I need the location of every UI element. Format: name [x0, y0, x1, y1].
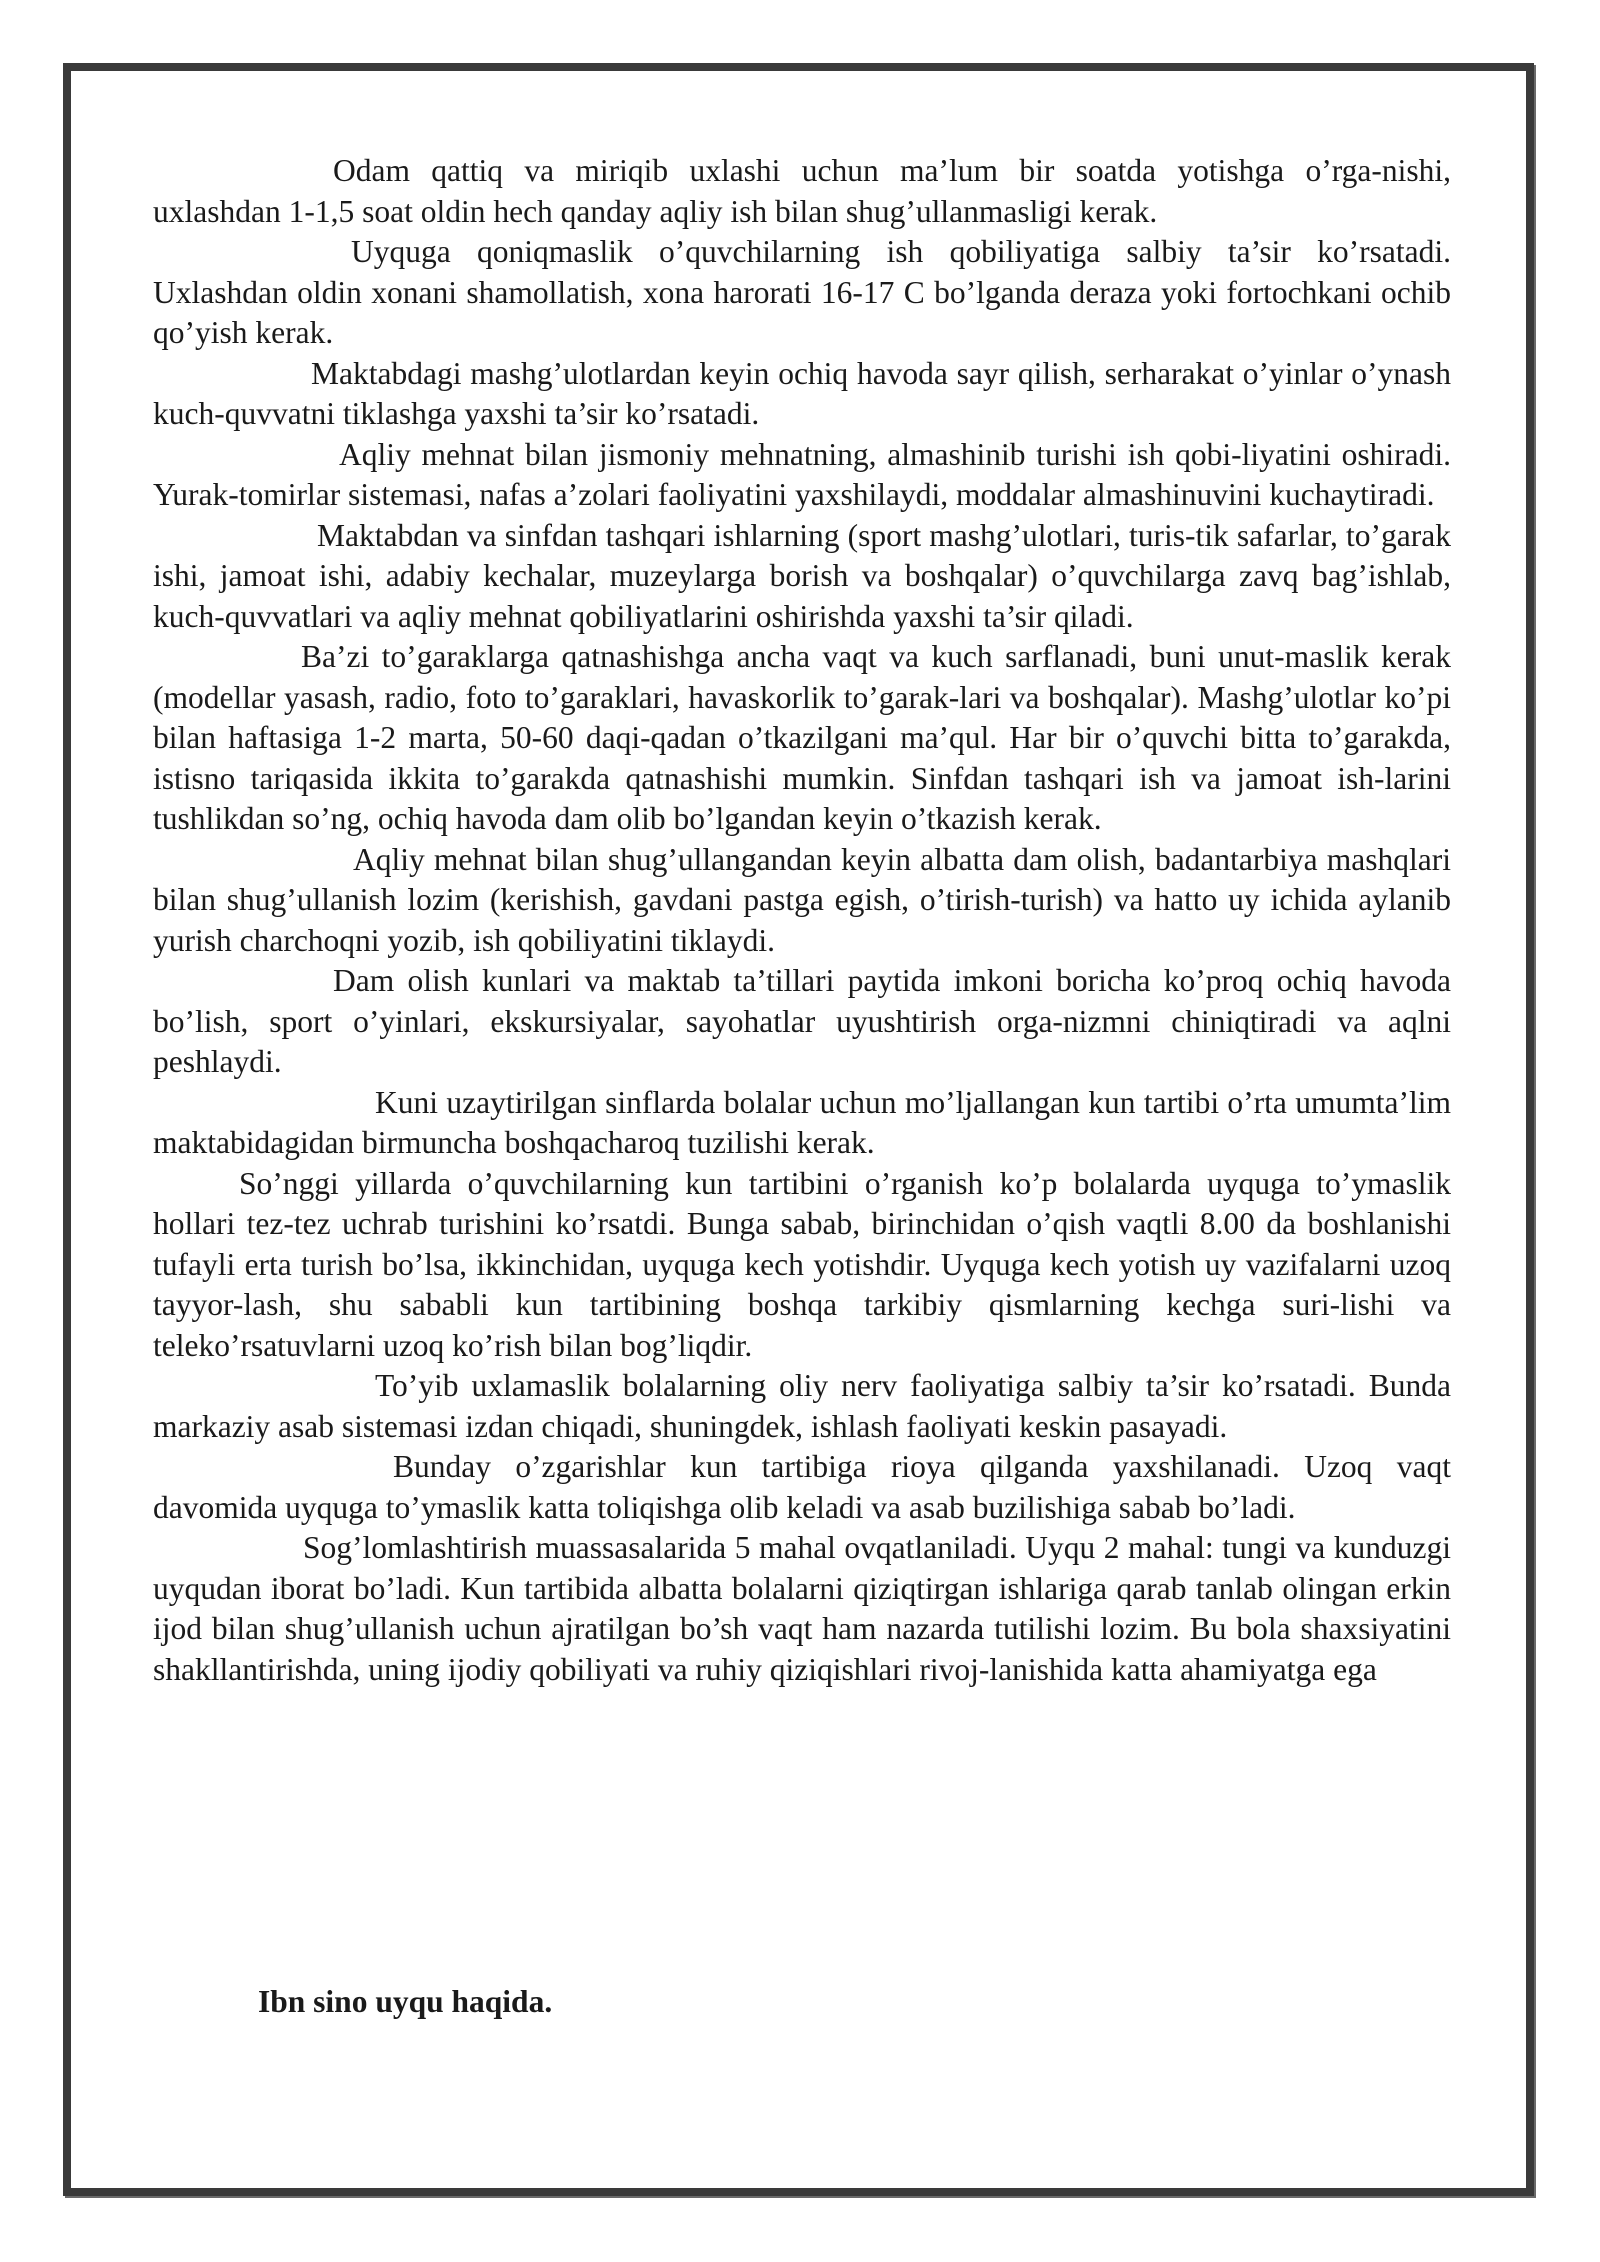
paragraph-7: Aqliy mehnat bilan shug’ullangandan keyin albatta dam olish, badantarbiya mashqlari bilan shug’ullanish lozim (kerishish, gavdani pastga egish, o’tirish-turish) va hatto uy ichida aylanib yurish charchoqni yozib, ish qobiliyatini tiklaydi. — [153, 841, 1451, 958]
paragraph-9: Kuni uzaytirilgan sinflarda bolalar uchun mo’ljallangan kun tartibi o’rta umumta’lim maktabidagidan birmuncha boshqacharoq tuzilishi kerak. — [153, 1084, 1451, 1160]
paragraph-4: Aqliy mehnat bilan jismoniy mehnatning, almashinib turishi ish qobi-liyatini oshiradi. Yurak-tomirlar sistemasi, nafas a’zolari faoliyatini yaxshilaydi, moddalar almashinuvini kuchaytiradi. — [153, 436, 1451, 512]
paragraph-2: Uyquga qoniqmaslik o’quvchilarning ish qobiliyatiga salbiy ta’sir ko’rsatadi. Uxlashdan oldin xonani shamollatish, xona harorati 16-17 C bo’lganda deraza yoki fortochkani ochib qo’yish kerak. — [153, 234, 1451, 350]
paragraph-12: Bunday o’zgarishlar kun tartibiga rioya qilganda yaxshilanadi. Uzoq vaqt davomida uyquga to’ymaslik katta toliqishga olib keladi va asab buzilishiga sabab bo’ladi. — [153, 1449, 1451, 1525]
paragraph-6: Ba’zi to’garaklarga qatnashishga ancha vaqt va kuch sarflanadi, buni unut-maslik kerak (modellar yasash, radio, foto to’garaklari, havaskorlik to’garak-lari va boshqalar). Mashg’ulotlar ko’pi bilan haftasiga 1-2 marta, 50-60 daqi-qadan o’tkazilgani ma’qul. Har bir o’quvchi bitta to’garakda, istisno tariqasida ikkita to’garakda qatnashishi mumkin. Sinfdan tashqari ish va jamoat ish-larini tushlikdan so’ng, ochiq havoda dam olib bo’lgandan keyin o’tkazish kerak. — [153, 639, 1451, 836]
paragraph-13: Sog’lomlashtirish muassasalarida 5 mahal ovqatlaniladi. Uyqu 2 mahal: tungi va kunduzgi uyqudan iborat bo’ladi. Kun tartibida albatta bolalarni qiziqtirgan ishlariga qarab tanlab olingan erkin ijod bilan shug’ullanish uchun ajratilgan bo’sh vaqt ham nazarda tutilishi lozim. Bu bola shaxsiyatini shakllantirishda, uning ijodiy qobiliyati va ruhiy qiziqishlari rivoj-lanishida katta ahamiyatga ega — [153, 1530, 1451, 1687]
paragraph-1: Odam qattiq va miriqib uxlashi uchun ma’lum bir soatda yotishga o’rga-nishi, uxlashdan 1-1,5 soat oldin hech qanday aqliy ish bilan shug’ullanmasligi kerak. — [153, 153, 1451, 229]
section-heading: Ibn sino uyqu haqida. — [258, 1984, 553, 2019]
paragraph-8: Dam olish kunlari va maktab ta’tillari paytida imkoni boricha ko’proq ochiq havoda bo’lish, sport o’yinlari, ekskursiyalar, sayohatlar uyushtirish orga-nizmni chiniqtiradi va aqlni peshlaydi. — [153, 963, 1451, 1079]
section-heading-area — [258, 1982, 552, 2022]
document-body — [153, 151, 1451, 1690]
paragraph-5: Maktabdan va sinfdan tashqari ishlarning (sport mashg’ulotlari, turis-tik safarlar, to’garak ishi, jamoat ishi, adabiy kechalar, muzeylarga borish va boshqalar) o’quvchilarga zavq bag’ishlab, kuch-quvvatlari va aqliy mehnat qobiliyatlarini oshirishda yaxshi ta’sir qiladi. — [153, 517, 1451, 634]
paragraph-11: To’yib uxlamaslik bolalarning oliy nerv faoliyatiga salbiy ta’sir ko’rsatadi. Bunda markaziy asab sistemasi izdan chiqadi, shuningdek, ishlash faoliyati keskin pasayadi. — [153, 1368, 1451, 1444]
paragraph-10: So’nggi yillarda o’quvchilarning kun tartibini o’rganish ko’p bolalarda uyquga to’ymaslik hollari tez-tez uchrab turishini ko’rsatdi. Bunga sabab, birinchidan o’qish vaqtli 8.00 da boshlanishi tufayli erta turish bo’lsa, ikkinchidan, uyquga kech yotishdir. Uyquga kech yotish uy vazifalarni uzoq tayyor-lash, shu sababli kun tartibining boshqa tarkibiy qismlarning kechga suri-lishi va teleko’rsatuvlarni uzoq ko’rish bilan bog’liqdir. — [153, 1165, 1451, 1363]
paragraph-3: Maktabdagi mashg’ulotlardan keyin ochiq havoda sayr qilish, serharakat o’yinlar o’ynash kuch-quvvatni tiklashga yaxshi ta’sir ko’rsatadi. — [153, 355, 1451, 431]
